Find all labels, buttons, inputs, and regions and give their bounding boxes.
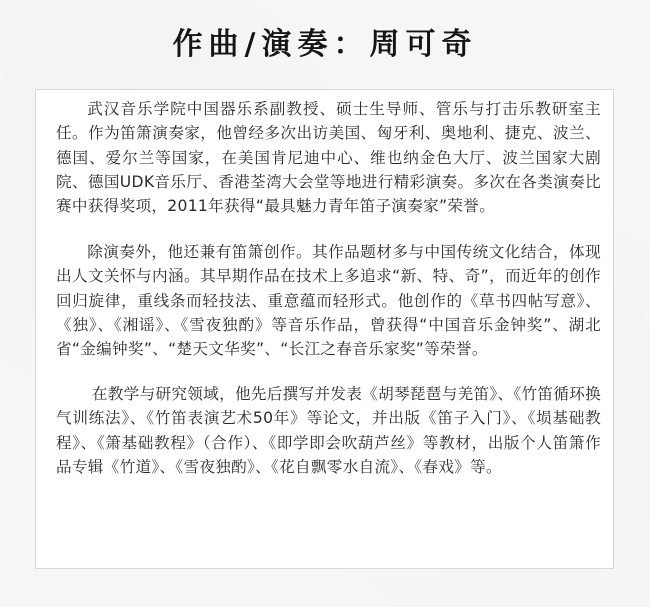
page-title: 作曲/演奏：周可奇	[172, 27, 478, 62]
biography-paragraph-composition: 除演奏外，他还兼有笛箫创作。其作品题材多与中国传统文化结合，体现出人文关怀与内涵。其早期作品在技术上多追求“新、特、奇”，而近年的创作回归旋律，重线条而轻技法、重意蕴而轻形式。他创作的《草书四帖写意》、《独》、《湘谣》、《雪夜独酌》等音乐作品，曾获得“中国音乐金钟奖”、湖北省“金编钟奖”、“楚天文华奖”、“长江之春音乐家奖”等荣誉。	[56, 243, 601, 359]
biography-box	[35, 89, 614, 569]
page-header	[0, 22, 650, 72]
biography-paragraph-career: 武汉音乐学院中国器乐系副教授、硕士生导师、管乐与打击乐教研室主任。作为笛箫演奏家，他曾经多次出访美国、匈牙利、奥地利、捷克、波兰、德国、爱尔兰等国家，在美国肯尼迪中心、维也纳金色大厅、波兰国家大剧院、德国UDK音乐厅、香港荃湾大会堂等地进行精彩演奏。多次在各类演奏比赛中获得奖项，2011年获得“最具魅力青年笛子演奏家”荣誉。	[56, 100, 601, 216]
biography-paragraph-teaching: 在教学与研究领域，他先后撰写并发表《胡琴琵琶与羌笛》、《竹笛循环换气训练法》、《竹笛表演艺术50年》等论文，并出版《笛子入门》、《埙基础教程》、《箫基础教程》（合作）、《即学即会吹葫芦丝》等教材，出版个人笛箫作品专辑《竹道》、《雪夜独酌》、《花自飘零水自流》、《春戏》等。	[56, 385, 601, 476]
